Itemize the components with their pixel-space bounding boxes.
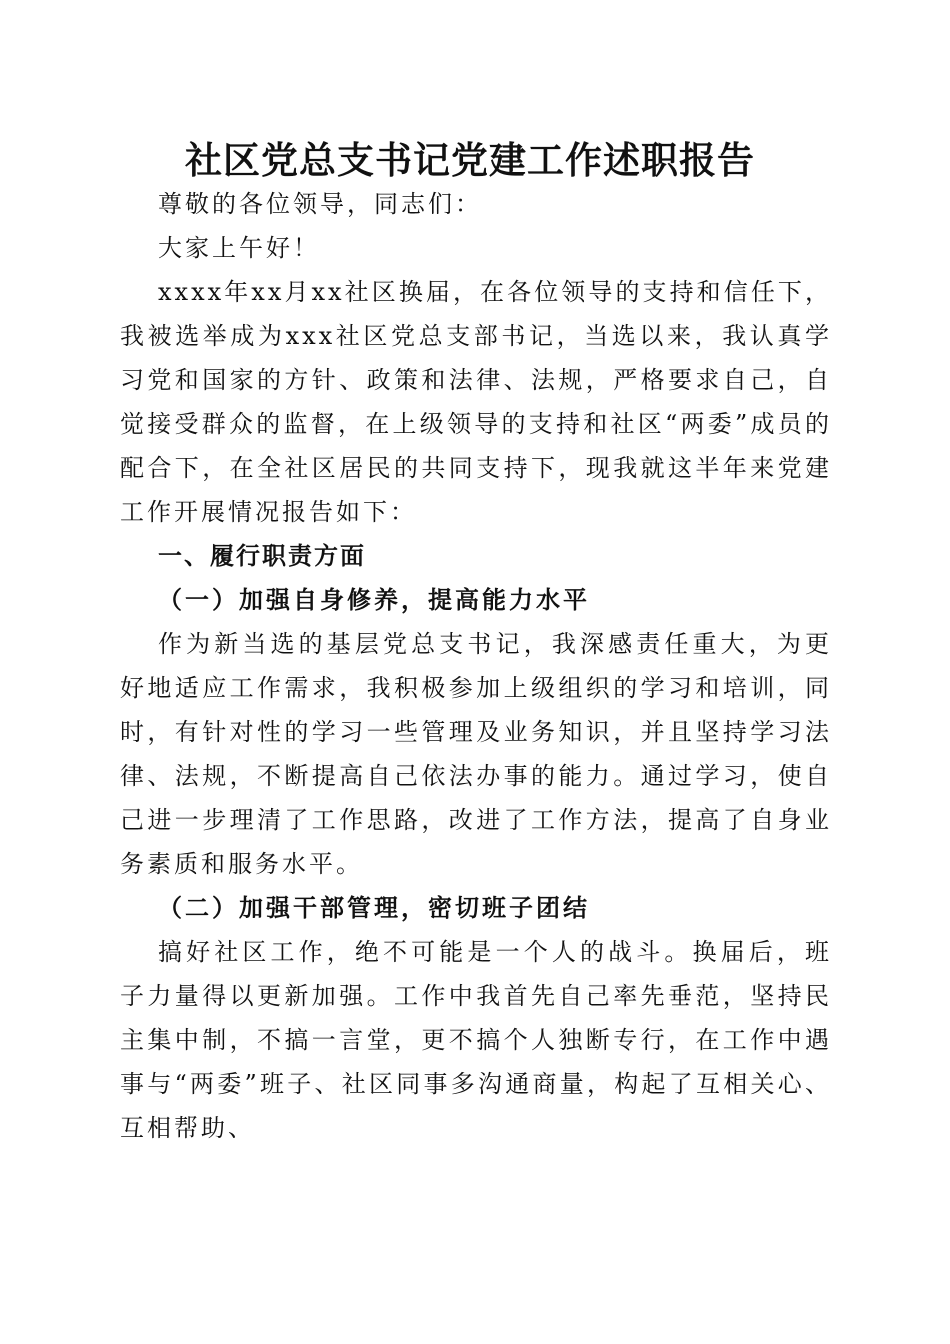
section-1-heading: 一、履行职责方面 xyxy=(158,542,366,570)
subsection-1-heading: （一）加强自身修养，提高能力水平 xyxy=(158,585,590,614)
subsection-2-heading: （二）加强干部管理，密切班子团结 xyxy=(158,893,590,922)
document-body xyxy=(120,182,832,1150)
document-title: 社区党总支书记党建工作述职报告 xyxy=(185,138,755,182)
greeting: 大家上午好！ xyxy=(158,234,320,262)
salutation: 尊敬的各位领导，同志们： xyxy=(158,190,482,218)
subsection-1-paragraph: 作为新当选的基层党总支书记，我深感责任重大，为更好地适应工作需求，我积极参加上级组织的学习和培训，同时，有针对性的学习一些管理及业务知识，并且坚持学习法律、法规，不断提高自己依法办事的能力。通过学习，使自己进一步理清了工作思路，改进了工作方法，提高了自身业务素质和服务水平。 xyxy=(120,630,832,878)
subsection-2-paragraph: 搞好社区工作，绝不可能是一个人的战斗。换届后，班子力量得以更新加强。工作中我首先自己率先垂范，坚持民主集中制，不搞一言堂，更不搞个人独断专行，在工作中遇事与“两委”班子、社区同事多沟通商量，构起了互相关心、互相帮助、 xyxy=(120,938,832,1142)
intro-paragraph: xxxx年xx月xx社区换届，在各位领导的支持和信任下，我被选举成为xxx社区党总支部书记，当选以来，我认真学习党和国家的方针、政策和法律、法规，严格要求自己，自觉接受群众的监督，在上级领导的支持和社区“两委”成员的配合下，在全社区居民的共同支持下，现我就这半年来党建工作开展情况报告如下： xyxy=(120,278,832,526)
